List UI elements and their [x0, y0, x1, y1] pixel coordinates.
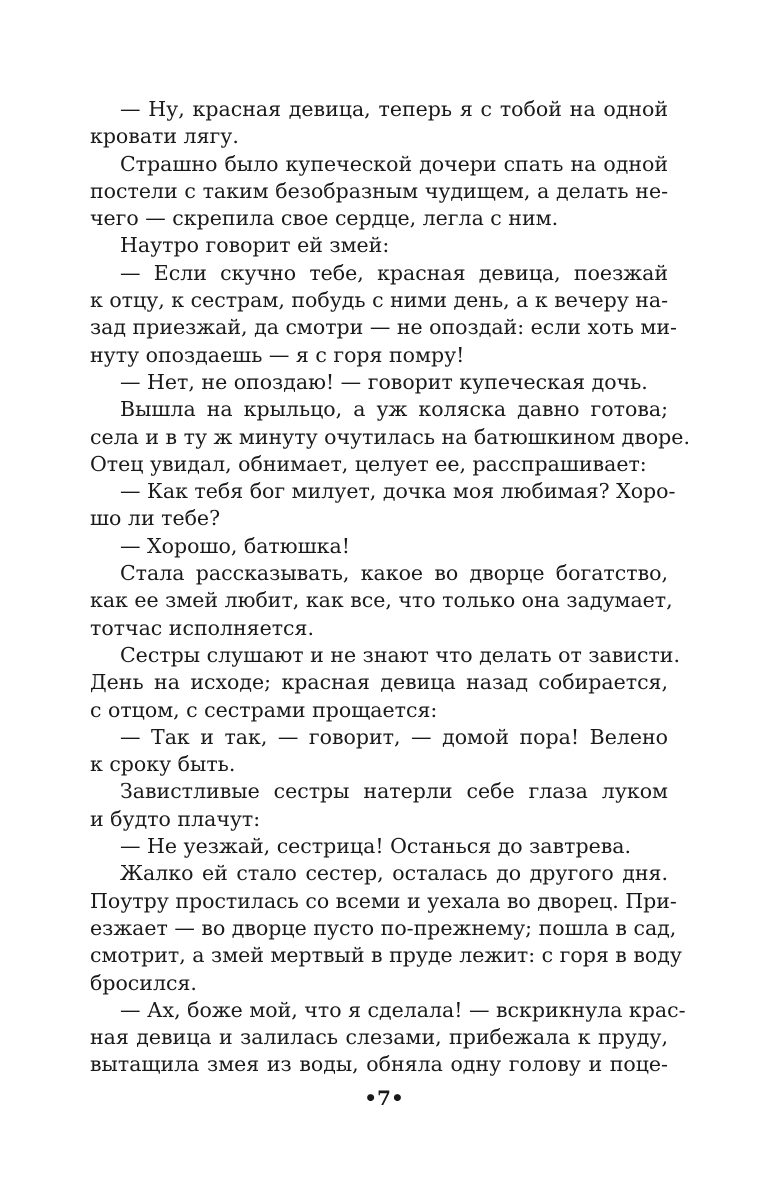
text-line: бросился.: [90, 970, 197, 995]
text-line: — Ну, красная девица, теперь я с тобой на одной: [120, 97, 668, 121]
text-line: зад приезжай, да смотри — не опоздай: если хоть ми-: [90, 315, 677, 340]
paragraph: [90, 478, 676, 533]
text-line: езжает — во дворце пусто по-прежнему; пошла в сад,: [90, 915, 677, 940]
paragraph: [90, 724, 668, 779]
text-line: Сестры слушают и не знают что делать от зависти.: [120, 642, 680, 667]
paragraph: [90, 533, 668, 560]
text-line: тотчас исполняется.: [90, 615, 314, 640]
paragraph: [90, 96, 668, 151]
text-line: Страшно было купеческой дочери спать на одной: [120, 151, 668, 176]
text-line: — Так и так, — говорит, — домой пора! Велено: [120, 724, 668, 749]
paragraph: [90, 232, 668, 259]
text-line: Поутру простилась со всеми и уехала во дворец. При-: [90, 888, 677, 913]
text-line: нуту опоздаешь — я с горя помру!: [90, 342, 465, 367]
text-line: кровати лягу.: [90, 124, 239, 149]
text-line: с отцом, с сестрами прощается:: [90, 697, 438, 722]
book-page-text: [90, 96, 690, 1079]
text-line: — Если скучно тебе, красная девица, поезжай: [120, 260, 668, 285]
text-line: вытащила змея из воды, обняла одну голову и поце-: [90, 1052, 668, 1077]
text-line: — Как тебя бог милует, дочка моя любимая? Хоро-: [120, 479, 676, 504]
paragraph: [90, 642, 680, 724]
text-line: — Ах, боже мой, что я сделала! — вскрикнула крас-: [120, 997, 686, 1022]
text-line: — Нет, не опоздаю! — говорит купеческая дочь.: [120, 369, 648, 394]
text-line: смотрит, а змей мертвый в пруде лежит: с горя в воду: [90, 943, 682, 968]
text-line: Завистливые сестры натерли себе глаза луком: [120, 779, 668, 804]
text-line: — Не уезжай, сестрица! Останься до завтрева.: [120, 834, 631, 859]
text-line: к сроку быть.: [90, 752, 236, 777]
text-line: шо ли тебе?: [90, 506, 221, 531]
paragraph: [90, 369, 668, 396]
text-line: Жалко ей стало сестер, осталась до другого дня.: [120, 861, 668, 886]
text-line: Наутро говорит ей змей:: [120, 233, 390, 258]
paragraph: [90, 997, 686, 1079]
text-line: постели с таким безобразным чудищем, а делать не-: [90, 178, 668, 203]
text-line: чего — скрепила свое сердце, легла с ним.: [90, 206, 559, 231]
text-line: к отцу, к сестрам, побудь с ними день, а к вечеру на-: [90, 288, 669, 313]
text-line: ная девица и залилась слезами, прибежала к пруду,: [90, 1025, 668, 1050]
text-line: Отец увидал, обнимает, целует ее, расспрашивает:: [90, 451, 647, 476]
paragraph: [90, 833, 668, 860]
paragraph: [90, 396, 690, 478]
text-line: День на исходе; красная девица назад собирается,: [90, 670, 668, 695]
text-line: как ее змей любит, как все, что только она задумает,: [90, 588, 673, 613]
paragraph: [90, 151, 668, 233]
paragraph: [90, 778, 668, 833]
page-number: •7•: [364, 1086, 404, 1110]
text-line: — Хорошо, батюшка!: [120, 533, 350, 558]
text-line: и будто плачут:: [90, 806, 261, 831]
text-line: Стала рассказывать, какое во дворце богатство,: [120, 561, 668, 586]
paragraph: [90, 260, 677, 369]
text-line: села и в ту ж минуту очутилась на батюшкином дворе.: [90, 424, 690, 449]
paragraph: [90, 560, 673, 642]
paragraph: [90, 860, 682, 996]
text-line: Вышла на крыльцо, а уж коляска давно готова;: [120, 397, 668, 422]
